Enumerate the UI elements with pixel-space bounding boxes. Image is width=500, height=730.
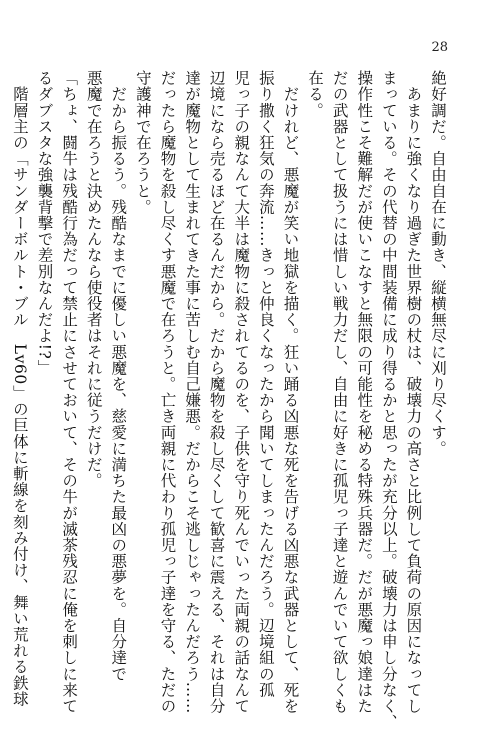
- text-line: 「ちょ、闘牛は残酷行為だって禁止にさせておいて、その牛が滅茶残忍に俺を刺しに来て: [60, 70, 79, 714]
- text-line: 守護神で在ろうと。: [133, 70, 152, 215]
- text-line: まっている。その代替の中間装備に成り得るかと思ったが充分以上。破壊力は申し分なく、: [379, 70, 398, 730]
- text-line: 児っ子の親なんて大半は魔物に殺されてるのを、子供を守り死んでいった両親の話なんて: [232, 70, 251, 714]
- text-line: 階層主の「サンダーボルト・ブル Lv60」の巨体に斬線を刻み付け、舞い荒れる鉄球: [10, 70, 29, 707]
- text-line: 振り撒く狂気の奔流……きっと仲良くなったから聞いてしまったんだろう。辺境組の孤: [256, 70, 275, 698]
- page-number: 28: [431, 40, 448, 55]
- text-line: だの武器として扱うには惜しい戦力だし、自由に好きに孤児っ子達と遊んでいて欲しくも: [330, 70, 349, 714]
- text-line: 辺境になら売るほど在るんだから。だから魔物を殺し尽くして歓喜に震える、それは自分: [207, 70, 226, 714]
- text-line: るダブスタな強襲背撃で差別なんだよ!?」: [35, 70, 54, 376]
- text-line: 在る。: [306, 70, 325, 119]
- vertical-text-block: [10, 70, 450, 730]
- text-line: 達が魔物として生まれてきた事に苦しむ自己嫌悪。だからこそ逃しじゃったんだろう……: [183, 70, 202, 714]
- text-line: あまりに強くなり過ぎた世界樹の杖は、破壊力の高さと比例して負荷の原因になってし: [404, 70, 423, 714]
- text-line: だけれど、悪魔が笑い地獄を描く。狂い踊る凶悪な死を告げる凶悪な武器として、死を: [281, 70, 300, 714]
- text-line: だったら魔物を殺し尽くす悪魔で在ろうと。亡き両親に代わり孤児っ子達を守る、ただの: [158, 70, 177, 714]
- text-line: だから振るう。残酷なまでに優しい悪魔を、慈愛に満ちた最凶の悪夢を。自分達で: [109, 70, 128, 682]
- text-line: 絶好調だ。自由自在に動き、縦横無尽に刈り尽くす。: [429, 70, 447, 457]
- text-line: 悪魔で在ろうと決めたんなら使役者はそれに従うだけだ。: [84, 70, 103, 489]
- text-line: 操作性こそ難解だが使いこなすと無限の可能性を秘める特殊兵器だ。だが悪魔っ娘達はた: [355, 70, 374, 714]
